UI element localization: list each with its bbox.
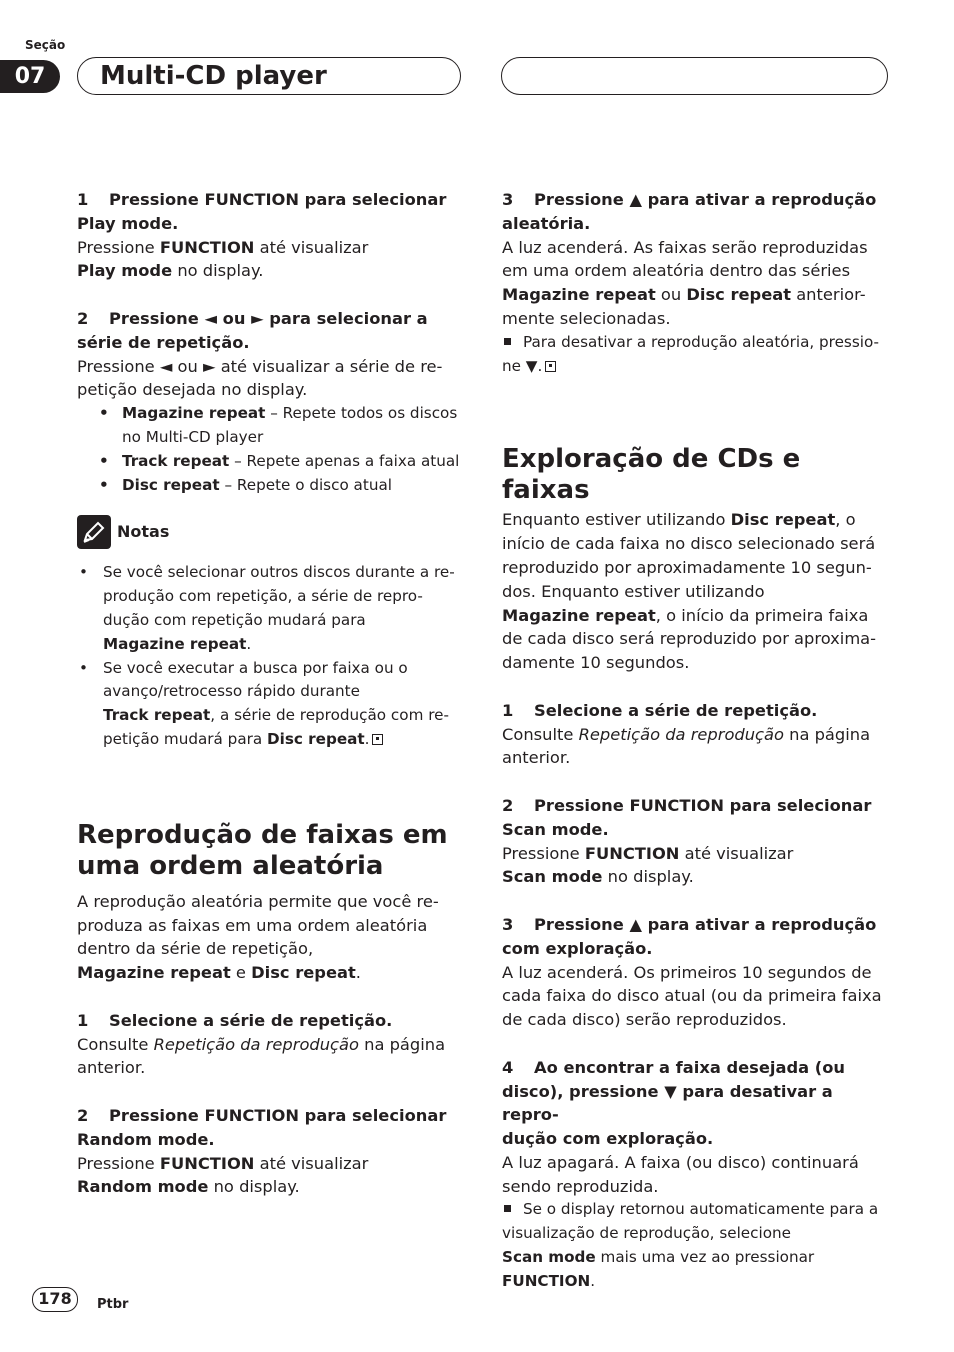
section-number-badge: 07 — [0, 60, 60, 93]
step-body: Pressione FUNCTION até visualizar — [77, 237, 369, 257]
step-title: disco), pressione ▼ para desativar a repro- — [502, 1081, 833, 1125]
end-mark-icon — [372, 734, 383, 745]
step-body: A luz acenderá. As faixas serão reproduzidas — [502, 237, 868, 257]
square-bullet-icon — [504, 338, 511, 345]
step-body: anterior. — [77, 1058, 146, 1078]
notes-list — [77, 561, 467, 751]
paragraph: reproduzido por aproximadamente 10 segun- — [502, 557, 872, 577]
paragraph: Enquanto estiver utilizando Disc repeat, o — [502, 510, 856, 530]
paragraph: Magazine repeat, o início da primeira faixa — [502, 605, 869, 625]
section-heading: Exploração de CDs e faixas — [502, 444, 801, 506]
right-column — [502, 188, 892, 1294]
step-body: Magazine repeat ou Disc repeat anterior- — [502, 285, 866, 305]
list-item: • Se você selecionar outros discos durante a re- produção com repetição, a série de repro- dução com repetição mudará para Magazine repeat. — [77, 561, 467, 656]
paragraph: produza as faixas em uma ordem aleatória — [77, 915, 428, 935]
step-title: 2 Pressione ◄ ou ► para selecionar a — [77, 308, 428, 328]
step-title: dução com exploração. — [502, 1129, 714, 1149]
step-title: Scan mode. — [502, 819, 609, 839]
step-body: Pressione FUNCTION até visualizar — [502, 843, 794, 863]
step-body: anterior. — [502, 748, 571, 768]
list-item: • Se você executar a busca por faixa ou o avanço/retrocesso rápido durante Track repeat, a série de reprodução com re- petição mudará para Disc repeat. — [77, 657, 467, 752]
step-title: com exploração. — [502, 938, 653, 958]
step-title: 2 Pressione FUNCTION para selecionar — [77, 1105, 447, 1125]
step-note: Se o display retornou automaticamente para a — [502, 1198, 892, 1222]
step-body: Consulte Repetição da reprodução na página — [502, 724, 871, 744]
list-item: • Disc repeat – Repete o disco atual — [77, 474, 467, 498]
section-heading: Reprodução de faixas em uma ordem aleatória — [77, 819, 448, 881]
paragraph: Magazine repeat e Disc repeat. — [77, 963, 361, 983]
step-title: 3 Pressione ▲ para ativar a reprodução — [502, 914, 877, 934]
paragraph: início de cada faixa no disco selecionado será — [502, 534, 876, 554]
step-title: 4 Ao encontrar a faixa desejada (ou — [502, 1057, 845, 1077]
step-title: 3 Pressione ▲ para ativar a reprodução — [502, 190, 877, 209]
list-item: • Track repeat – Repete apenas a faixa atual — [77, 450, 467, 474]
step-note: ne ▼. — [502, 355, 892, 379]
chapter-title: Multi-CD player — [100, 61, 327, 91]
step-title: Play mode. — [77, 213, 179, 233]
paragraph: de cada disco será reproduzido por aproxima- — [502, 629, 877, 649]
step-body: Consulte Repetição da reprodução na página — [77, 1034, 446, 1054]
end-mark-icon — [545, 361, 556, 372]
step-title: 2 Pressione FUNCTION para selecionar — [502, 795, 872, 815]
step-body: Scan mode no display. — [502, 867, 694, 887]
step-title: 1 Selecione a série de repetição. — [77, 1010, 393, 1030]
paragraph: dentro da série de repetição, — [77, 939, 314, 959]
step-title: Random mode. — [77, 1129, 215, 1149]
paragraph: dos. Enquanto estiver utilizando — [502, 581, 765, 601]
language-code: Ptbr — [97, 1297, 129, 1312]
step-body: Pressione FUNCTION até visualizar — [77, 1153, 369, 1173]
notes-header — [77, 515, 467, 549]
step-body: de cada disco) serão reproduzidos. — [502, 1010, 787, 1030]
step-body: sendo reproduzida. — [502, 1176, 659, 1196]
pencil-icon — [77, 515, 111, 549]
chapter-title-box — [77, 57, 461, 95]
step-body: A luz acenderá. Os primeiros 10 segundos de — [502, 962, 872, 982]
left-column — [77, 188, 467, 1199]
step-note: Scan mode mais uma vez ao pressionar — [502, 1248, 815, 1267]
step-body: Play mode no display. — [77, 261, 264, 281]
section-label: Seção — [25, 38, 66, 52]
step-body: Pressione ◄ ou ► até visualizar a série de re- — [77, 356, 443, 376]
step-note: FUNCTION. — [502, 1271, 596, 1290]
step-body: cada faixa do disco atual (ou da primeira faixa — [502, 986, 882, 1006]
step-body: petição desejada no display. — [77, 380, 308, 400]
paragraph: A reprodução aleatória permite que você re- — [77, 891, 439, 911]
step-title: série de repetição. — [77, 332, 250, 352]
repeat-options-list — [77, 402, 467, 497]
step-note: visualização de reprodução, selecione — [502, 1224, 791, 1243]
step-title: aleatória. — [502, 213, 591, 233]
step-note: Para desativar a reprodução aleatória, pressio- — [502, 331, 892, 355]
step-title: 1 Pressione FUNCTION para selecionar — [77, 190, 447, 209]
step-body: em uma ordem aleatória dentro das séries — [502, 261, 851, 281]
step-body: mente selecionadas. — [502, 308, 671, 328]
paragraph: damente 10 segundos. — [502, 653, 690, 673]
page-number: 178 — [32, 1287, 78, 1312]
list-item: • Magazine repeat – Repete todos os discos no Multi-CD player — [77, 402, 467, 450]
chapter-subtitle-box — [501, 57, 888, 95]
square-bullet-icon — [504, 1205, 511, 1212]
step-body: A luz apagará. A faixa (ou disco) continuará — [502, 1152, 859, 1172]
step-body: Random mode no display. — [77, 1177, 300, 1197]
step-title: 1 Selecione a série de repetição. — [502, 700, 818, 720]
notes-label: Notas — [117, 522, 170, 542]
